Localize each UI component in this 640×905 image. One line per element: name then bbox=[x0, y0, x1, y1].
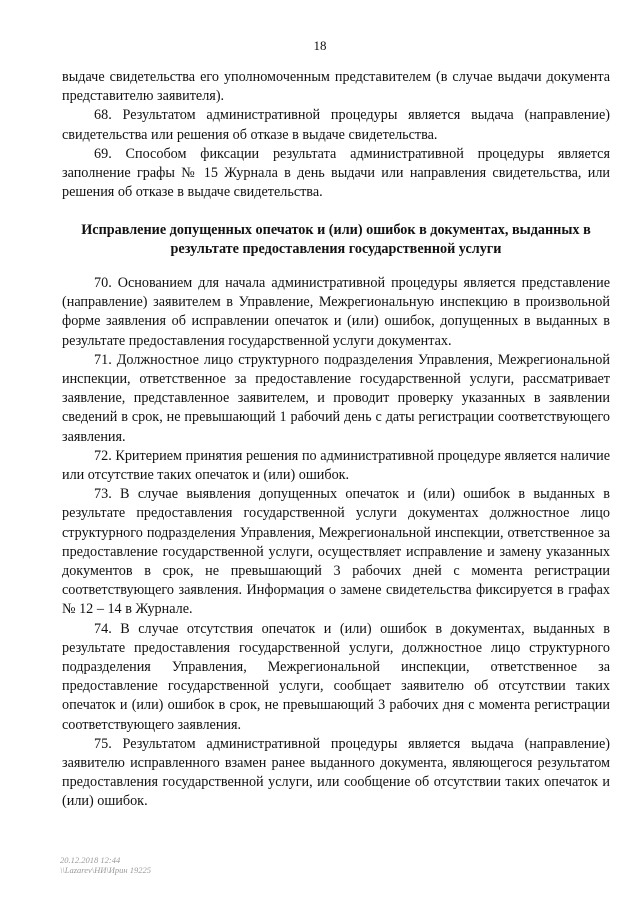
paragraph-72: 72. Критерием принятия решения по административной процедуре является наличие или отсутствие таких опечаток и (или) ошибок. bbox=[62, 447, 610, 484]
paragraph-71: 71. Должностное лицо структурного подразделения Управления, Межрегиональной инспекции, ответственное за предоставление государственной услуги, рассматривает заявление, представленное заявителем, и проводит проверку указанных в заявлении сведений в срок, не превышающий 1 рабочий день с даты регистрации соответствующего заявления. bbox=[62, 351, 610, 445]
page-number: 18 bbox=[313, 38, 327, 53]
section-text-block bbox=[62, 274, 610, 812]
footer-file-path: \\Lazarev\НИ\Ирин 19225 bbox=[60, 865, 152, 875]
paragraph-70: 70. Основанием для начала административной процедуры является представление (направление) заявителем в Управление, Межрегиональную инспекцию в произвольной форме заявления об исправлении опечаток и (или) ошибок, допущенных в выданных в результате предоставления государственной услуги документах. bbox=[62, 275, 610, 349]
paragraph-continuation: выдаче свидетельства его уполномоченным представителем (в случае выдачи документа представителю заявителя). bbox=[62, 69, 610, 105]
paragraph-75: 75. Результатом административной процедуры является выдача (направление) заявителю исправленного взамен ранее выданного документа, являющегося результатом предоставления государственной услуги, или сообщение об отсутствии таких опечаток и (или) ошибок. bbox=[62, 735, 610, 810]
paragraph-74: 74. В случае отсутствия опечаток и (или) ошибок в документах, выданных в результате предоставления государственной услуги, должностное лицо структурного подразделения Управления, Межрегиональной инспекции, ответственное за предоставление государственной услуги, сообщает заявителю об отсутствии таких опечаток и (или) ошибок в срок, не превышающий 3 рабочих дня с момента регистрации соответствующего заявления. bbox=[62, 620, 610, 733]
paragraph-73: 73. В случае выявления допущенных опечаток и (или) ошибок в выданных в результате предоставления государственной услуги документах должностное лицо структурного подразделения Управления, Межрегиональной инспекции, ответственное за предоставление государственной услуги, осуществляет исправление и замену указанных документов в срок, не превышающий 3 рабочих дней с момента регистрации соответствующего заявления. Информация о замене свидетельства фиксируется в графах № 12 – 14 в Журнале. bbox=[62, 486, 610, 618]
top-text-block bbox=[62, 68, 610, 202]
paragraph-69: 69. Способом фиксации результата административной процедуры является заполнение графы № 15 Журнала в день выдачи или направления свидетельства, или решения об отказе в выдаче свидетельства. bbox=[62, 145, 610, 201]
section-heading: Исправление допущенных опечаток и (или) ошибок в документах, выданных в результате предоставления государственной услуги bbox=[81, 222, 591, 257]
footer-timestamp: 20.12.2018 12:44 bbox=[60, 855, 121, 865]
paragraph-68: 68. Результатом административной процедуры является выдача (направление) свидетельства или решения об отказе в выдаче свидетельства. bbox=[62, 107, 610, 143]
document-footer bbox=[60, 855, 151, 875]
